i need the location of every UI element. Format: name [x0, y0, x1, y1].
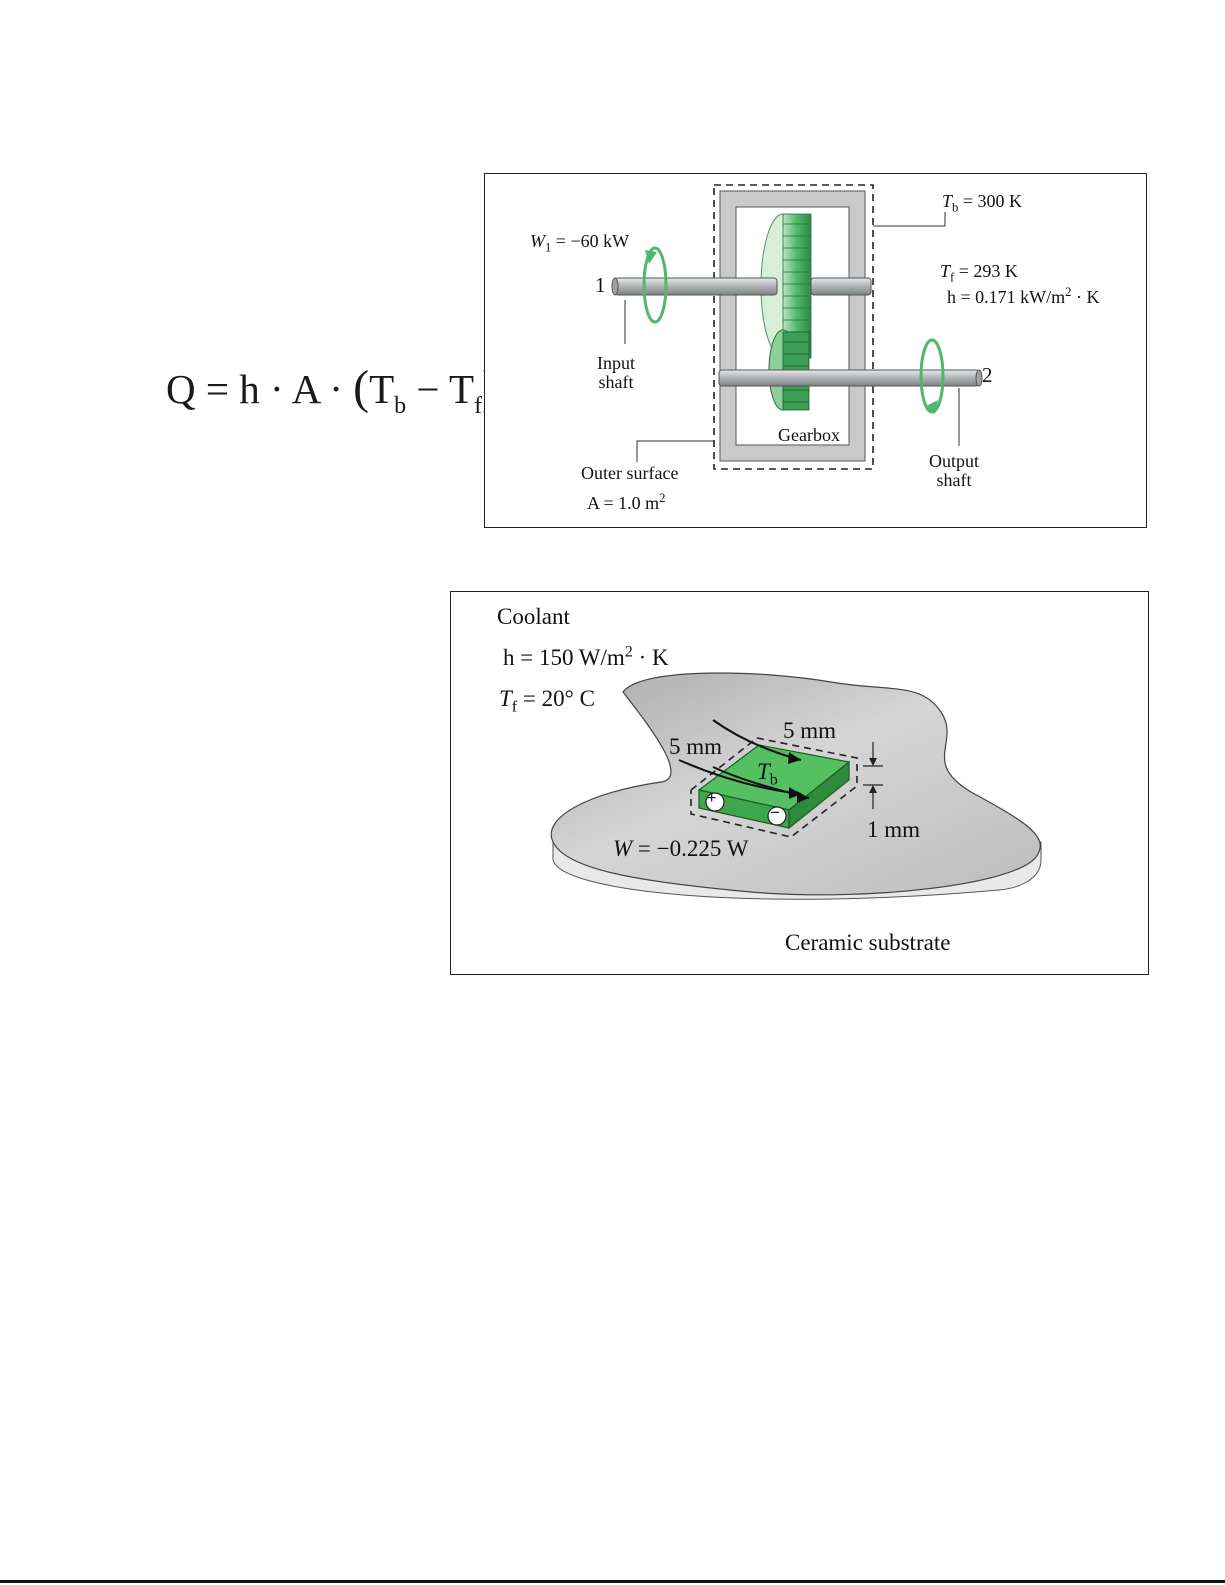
plus-sign: +	[707, 790, 717, 807]
outer-surface-label: Outer surface	[581, 463, 679, 483]
coolant-label: Coolant	[497, 604, 570, 629]
tb-label: $T_b = 300$ K	[942, 191, 1022, 215]
tf-coolant-label: $T_f = 20^\circ$ C	[499, 686, 595, 716]
port-1-label: 1	[595, 273, 606, 297]
tb-chip-label: $T_b$	[757, 759, 778, 789]
output-shaft-label: Output shaft	[929, 451, 980, 490]
port-2-label: 2	[982, 363, 993, 387]
substrate-label: Ceramic substrate	[785, 930, 951, 955]
dim-top-label: 5 mm	[783, 718, 837, 743]
output-shaft	[719, 370, 979, 386]
gearbox-figure	[484, 173, 1147, 528]
h-coolant-label: h = 150 $W/m^2 \cdot K$	[503, 643, 669, 670]
gearbox-label: Gearbox	[778, 425, 840, 445]
w-label: W = −0.225 W	[613, 836, 749, 861]
tf-label: $T_f = 293$ K	[940, 261, 1018, 285]
input-shaft	[615, 278, 777, 295]
minus-sign: −	[770, 803, 780, 822]
input-shaft-exit	[811, 278, 871, 295]
formula-lhs: Q = h · A ·	[166, 366, 354, 412]
formula-minus-tf: − T	[406, 366, 475, 412]
h-label: h = 0.171 $kW/m^2 \cdot K$	[947, 285, 1100, 307]
convection-formula	[166, 360, 498, 419]
dim-left-label: 5 mm	[669, 734, 723, 759]
w1-label: $W_1 = -60$ kW	[530, 231, 630, 255]
input-shaft-label: Input shaft	[597, 353, 635, 392]
formula-tf-sub: f	[474, 393, 483, 419]
outer-surface-leader	[637, 441, 714, 462]
chip-figure	[450, 591, 1149, 975]
area-label: A = 1.0 $m^2$	[587, 491, 666, 513]
formula-tb-sub: b	[394, 393, 407, 419]
formula-open-paren: (	[353, 361, 370, 414]
page-bottom-rule	[0, 1580, 1225, 1583]
dim-height-label: 1 mm	[867, 817, 921, 842]
tb-leader	[873, 212, 945, 226]
formula-tb: T	[369, 366, 395, 412]
